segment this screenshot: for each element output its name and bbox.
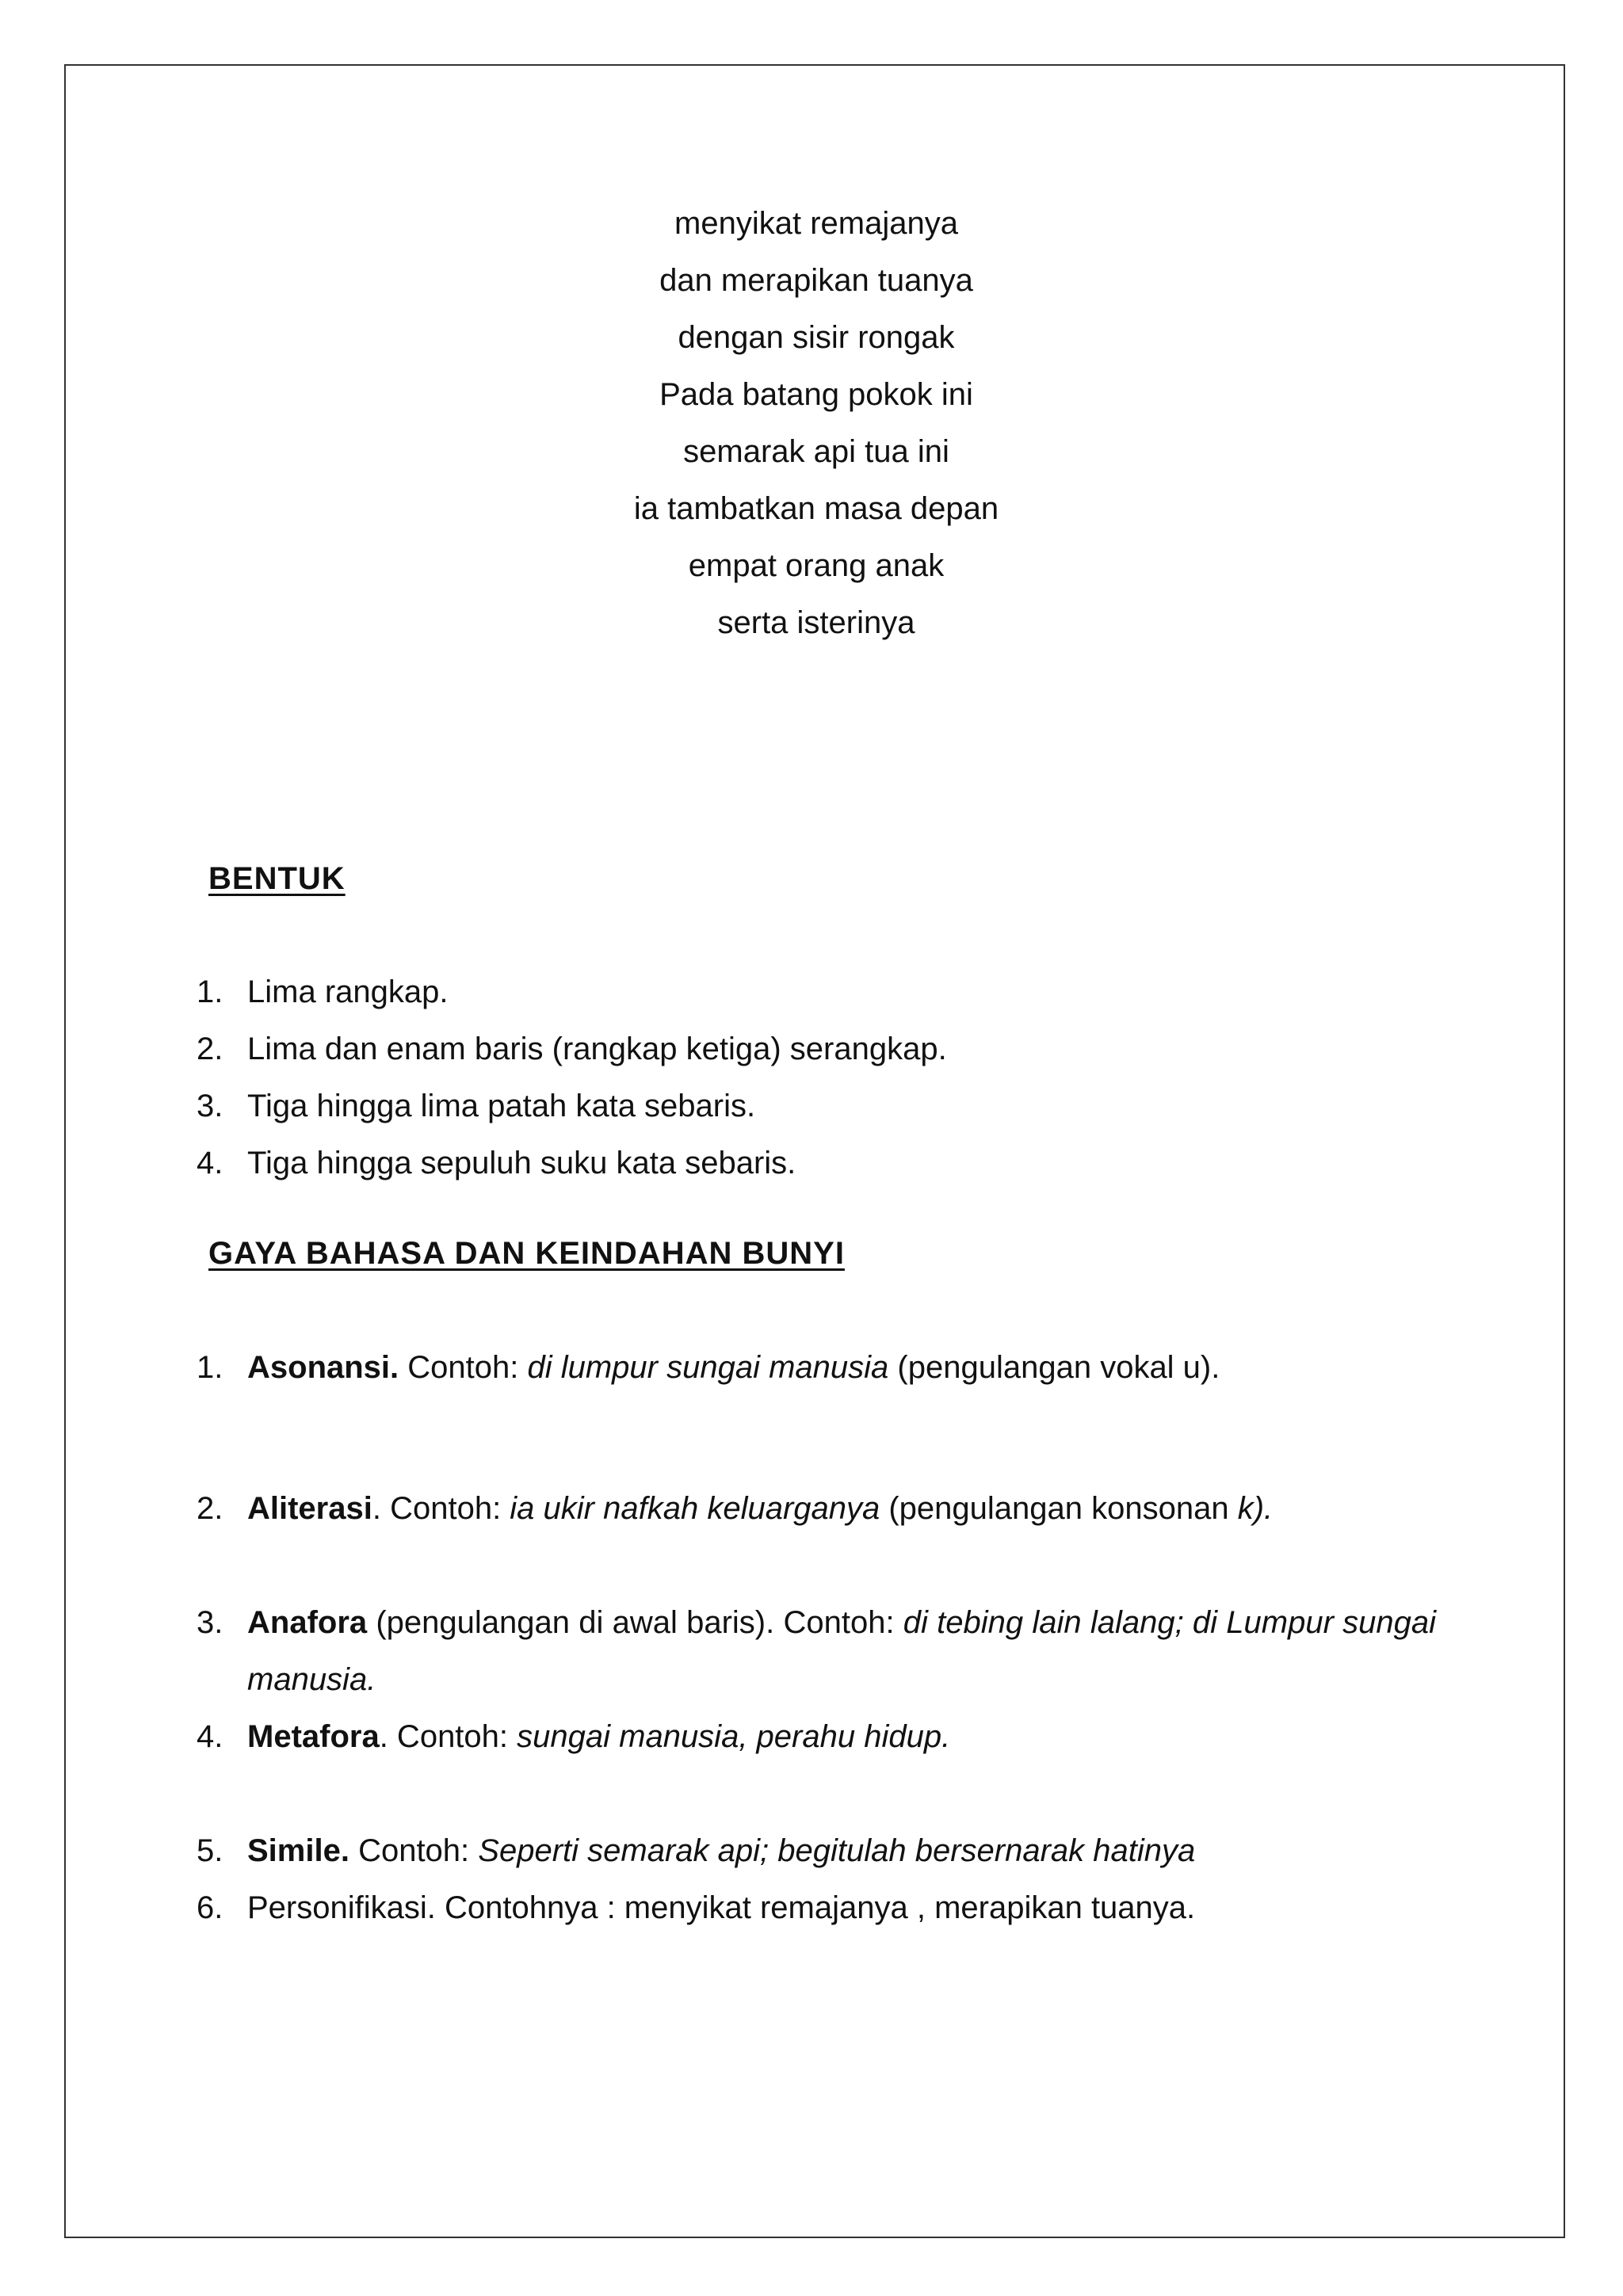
connector-text: Contoh: <box>349 1833 479 1868</box>
example-text: ia ukir nafkah keluarganya <box>510 1491 880 1526</box>
connector-text: Contoh: <box>399 1350 528 1385</box>
poem-line: dengan sisir rongak <box>678 320 955 355</box>
note-text: (pengulangan vokal u). <box>888 1350 1220 1385</box>
list-item <box>197 1708 1436 1765</box>
term: Simile. <box>247 1833 349 1868</box>
bentuk-heading: BENTUK <box>208 861 346 896</box>
list-item-text: Lima dan enam baris (rangkap ketiga) serangkap. <box>247 1032 947 1066</box>
list-item-text: Lima rangkap. <box>247 974 449 1009</box>
list-item <box>197 963 1436 1020</box>
list-number: 5. <box>197 1833 223 1868</box>
gaya-bahasa-heading: GAYA BAHASA DAN KEINDAHAN BUNYI <box>208 1236 845 1271</box>
note-italic-text: k). <box>1237 1491 1274 1526</box>
list-number: 2. <box>197 1491 223 1526</box>
list-number: 1. <box>197 1350 223 1385</box>
term: Aliterasi <box>247 1491 372 1526</box>
poem-stanza <box>0 195 1623 651</box>
example-text: sungai manusia, perahu hidup. <box>517 1719 951 1754</box>
poem-line: dan merapikan tuanya <box>659 263 973 298</box>
example-text: di lumpur sungai manusia <box>527 1350 889 1385</box>
list-item <box>197 1879 1436 1936</box>
connector-text: . Contoh: <box>379 1719 517 1754</box>
connector-text: . Contoh: <box>372 1491 510 1526</box>
list-item <box>197 1339 1436 1396</box>
list-item-text: Tiga hingga sepuluh suku kata sebaris. <box>247 1146 796 1180</box>
gaya-list-items-5-6 <box>197 1822 1436 1936</box>
gaya-list-item-1 <box>197 1339 1436 1396</box>
gaya-list-items-3-4 <box>197 1594 1436 1765</box>
example-text: di tebing lain lalang; di Lumpur sungai manusia. <box>247 1605 1436 1697</box>
list-number: 4. <box>197 1146 223 1180</box>
note-text: (pengulangan konsonan <box>880 1491 1238 1526</box>
term: Anafora <box>247 1605 368 1640</box>
gaya-list-item-2 <box>197 1480 1436 1537</box>
list-number: 2. <box>197 1032 223 1066</box>
list-item-text: Personifikasi. Contohnya : menyikat remajanya , merapikan tuanya. <box>247 1890 1196 1925</box>
poem-line: menyikat remajanya <box>674 206 958 241</box>
poem-line: ia tambatkan masa depan <box>633 491 999 526</box>
list-number: 3. <box>197 1605 223 1640</box>
term: Metafora <box>247 1719 380 1754</box>
list-number: 4. <box>197 1719 223 1754</box>
example-text: Seperti semarak api; begitulah bersernarak hatinya <box>478 1833 1196 1868</box>
bentuk-list <box>197 963 1436 1192</box>
poem-line: semarak api tua ini <box>683 434 949 469</box>
list-number: 1. <box>197 974 223 1009</box>
list-item <box>197 1594 1436 1708</box>
list-item <box>197 1135 1436 1192</box>
list-item-text: Tiga hingga lima patah kata sebaris. <box>247 1089 756 1123</box>
poem-line: serta isterinya <box>717 605 915 640</box>
list-number: 3. <box>197 1089 223 1123</box>
list-item <box>197 1020 1436 1077</box>
list-number: 6. <box>197 1890 223 1925</box>
term: Asonansi. <box>247 1350 399 1385</box>
list-item <box>197 1480 1436 1537</box>
poem-line: empat orang anak <box>688 548 945 583</box>
list-item <box>197 1822 1436 1879</box>
poem-line: Pada batang pokok ini <box>659 377 973 412</box>
connector-text: (pengulangan di awal baris). Contoh: <box>367 1605 903 1640</box>
list-item <box>197 1077 1436 1135</box>
